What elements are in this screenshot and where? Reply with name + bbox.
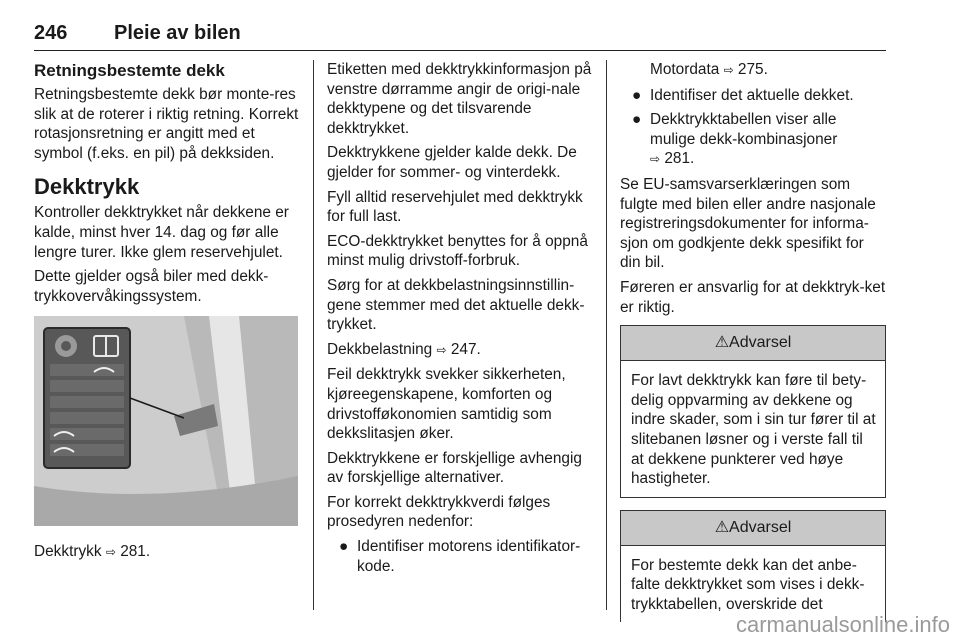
warning-box (620, 510, 886, 623)
list-item: ● Identifiser motorens identifikator-kode. (339, 538, 581, 575)
warning-icon: ⚠ (714, 334, 730, 352)
door-frame-illustration (34, 316, 298, 526)
section-heading-directional-tyres: Retningsbestemte dekk (34, 61, 225, 80)
paragraph: Fyll alltid reservehjulet med dekktrykk for full last. (327, 188, 583, 226)
paragraph: For korrekt dekktrykkverdi følges prosedyren nedenfor: (327, 493, 551, 531)
warning-header: ⚠Advarsel (621, 511, 885, 546)
paragraph: Feil dekktrykk svekker sikkerheten, kjøreegenskapene, komforten og drivstofføkonomien samtidig som dekkslitasjen øker. (327, 366, 566, 443)
paragraph-reference: Dekkbelastning ⇨ 247. (327, 340, 481, 358)
paragraph: Se EU-samsvarserklæringen som fulgte med bilen eller andre nasjonale registreringsdokumenter for informa-sjon om godkjente dekk spesifikt for din bil. (620, 175, 876, 272)
bullet-icon: ● (632, 111, 642, 129)
paragraph: Føreren er ansvarlig for at dekktryk-ket er riktig. (620, 278, 886, 316)
page-header (34, 20, 886, 51)
paragraph: Dekktrykkene gjelder kalde dekk. De gjelder for sommer- og vinterdekk. (327, 144, 577, 181)
column-divider (606, 60, 607, 610)
image-caption: Dekktrykk ⇨ 281. (34, 543, 151, 561)
warning-text: For lavt dekktrykk kan føre til bety-delig oppvarming av dekkene og indre skader, som i sin tur fører til at slitebanen løsner og i verste fall til at dekkene punkterer ved høye hastigheter. (631, 372, 876, 488)
paragraph: ECO-dekktrykket benyttes for å oppnå minst mulig drivstoff-forbruk. (327, 232, 588, 270)
paragraph: Kontroller dekktrykket når dekkene er kalde, minst hver 14. dag og før alle lengre turer. Ikke glem reservehjulet. (34, 204, 289, 261)
paragraph: Dette gjelder også biler med dekk-trykkovervåkingssystem. (34, 268, 269, 305)
warning-box (620, 325, 886, 498)
page-title: Pleie av bilen (114, 22, 241, 44)
watermark: carmanualsonline.info (735, 612, 950, 637)
section-heading-tyre-pressure: Dekktrykk (34, 174, 140, 200)
reference-arrow-icon: ⇨ (723, 63, 734, 77)
bullet-icon: ● (632, 86, 642, 104)
warning-icon: ⚠ (714, 518, 730, 536)
paragraph: Dekktrykkene er forskjellige avhengig av forskjellige alternativer. (327, 449, 582, 487)
column-divider (313, 60, 314, 610)
tyre-pressure-label-photo (34, 316, 298, 526)
reference-arrow-icon: ⇨ (105, 545, 116, 560)
reference-arrow-icon: ⇨ (650, 152, 661, 167)
paragraph: Retningsbestemte dekk bør monte-res slik at de roterer i riktig retning. Korrekt rotasjonsretning er angitt med et symbol (f.eks. en pil) på dekksiden. (34, 86, 299, 162)
paragraph: Etiketten med dekktrykkinformasjon på venstre dørramme angir de origi-nale dekktypene og det tilsvarende dekktrykket. (327, 61, 592, 137)
warning-header: ⚠Advarsel (621, 326, 885, 361)
paragraph: Sørg for at dekkbelastningsinnstillin-gene stemmer med det aktuelle dekk-trykket. (327, 276, 585, 334)
page-number: 246 (34, 22, 68, 44)
reference-arrow-icon: ⇨ (436, 342, 447, 357)
list-item-continuation: Motordata ⇨ 275. (650, 61, 768, 78)
column-1 (34, 60, 300, 568)
bullet-icon: ● (339, 538, 349, 556)
list-item: ● Identifiser det aktuelle dekket. (632, 86, 854, 104)
list-item: ● Dekktrykktabellen viser alle mulige dekk-kombinasjoner ⇨ 281. (632, 111, 838, 168)
column-3 (620, 60, 886, 634)
warning-text: For bestemte dekk kan det anbe-falte dekktrykket som vises i dekk-trykktabellen, overskride det (631, 556, 865, 613)
column-2 (327, 60, 593, 581)
